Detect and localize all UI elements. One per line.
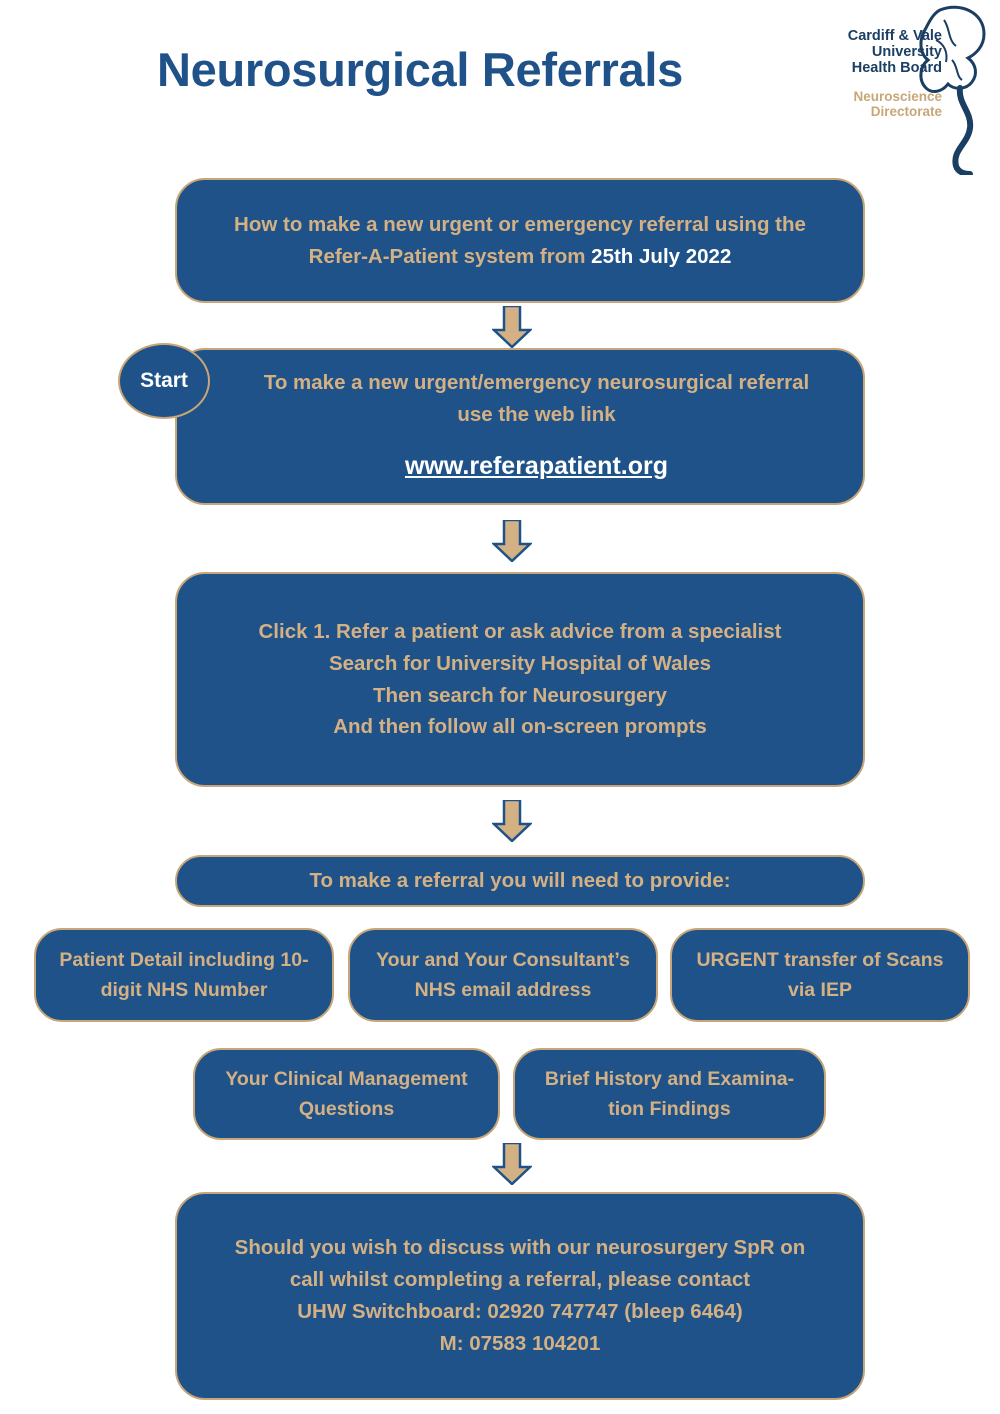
requirement-5-line-1: Brief History and Examina- [544,1067,795,1090]
intro-box [175,178,865,303]
intro-line-2 [199,241,841,273]
contact-line-1: Should you wish to discuss with our neurosurgery SpR on [234,1236,806,1260]
flow-arrow-4 [492,1143,532,1185]
requirement-box-patient-detail [34,928,334,1022]
steps-line-3: Then search for Neurosurgery [373,683,667,707]
referapatient-link[interactable]: www.referapatient.org [404,451,668,480]
logo-text-block [832,28,942,120]
requirement-box-scan-transfer [670,928,970,1022]
contact-line-2: call whilst completing a referral, please contact [289,1268,751,1292]
contact-mobile: M: 07583 104201 [439,1331,601,1355]
health-board-logo [832,0,992,175]
logo-line-4: Neuroscience [853,88,942,104]
steps-line-2: Search for University Hospital of Wales [328,651,711,675]
weblink-line-2: use the web link [457,403,616,427]
page-title: Neurosurgical Referrals [157,43,683,96]
flow-arrow-3 [492,800,532,842]
requirement-3-line-1: URGENT transfer of Scans [696,948,944,971]
logo-line-5: Directorate [870,104,942,120]
requirement-1-line-1: Patient Detail including 10- [59,948,309,971]
flow-arrow-2 [492,520,532,562]
requirement-box-management-questions [193,1048,500,1140]
requirement-box-nhs-email [348,928,658,1022]
intro-date: 25th July 2022 [591,244,732,268]
requirement-4-line-1: Your Clinical Management [225,1067,468,1090]
flow-arrow-1 [492,306,532,348]
contact-switchboard: UHW Switchboard: 02920 747747 (bleep 6464) [297,1300,743,1323]
requirement-5-line-2: tion Findings [608,1098,731,1120]
requirement-3-line-2: via IEP [788,979,852,1001]
weblink-line-1: To make a new urgent/emergency neurosurgical referral [263,371,810,395]
requirement-2-line-1: Your and Your Consultant’s [376,948,630,971]
requirements-header-box: To make a referral you will need to provide: [175,855,865,907]
steps-line-4: And then follow all on-screen prompts [333,715,707,739]
logo-line-1: Cardiff & Vale [847,28,942,44]
start-bubble: Start [118,343,210,419]
steps-line-1: Click 1. Refer a patient or ask advice from a specialist [258,619,782,643]
steps-box [175,572,865,787]
requirement-box-history-examination [513,1048,826,1140]
intro-line-2-prefix: Refer-A-Patient system from [308,244,592,268]
requirement-2-line-2: NHS email address [414,979,592,1001]
weblink-box [175,348,865,505]
logo-line-2: University [871,44,942,61]
contact-box [175,1192,865,1400]
intro-line-1: How to make a new urgent or emergency referral using the [234,212,806,236]
logo-line-3: Health Board [851,60,942,77]
requirement-1-line-2: digit NHS Number [100,979,268,1001]
requirement-4-line-2: Questions [298,1098,395,1120]
